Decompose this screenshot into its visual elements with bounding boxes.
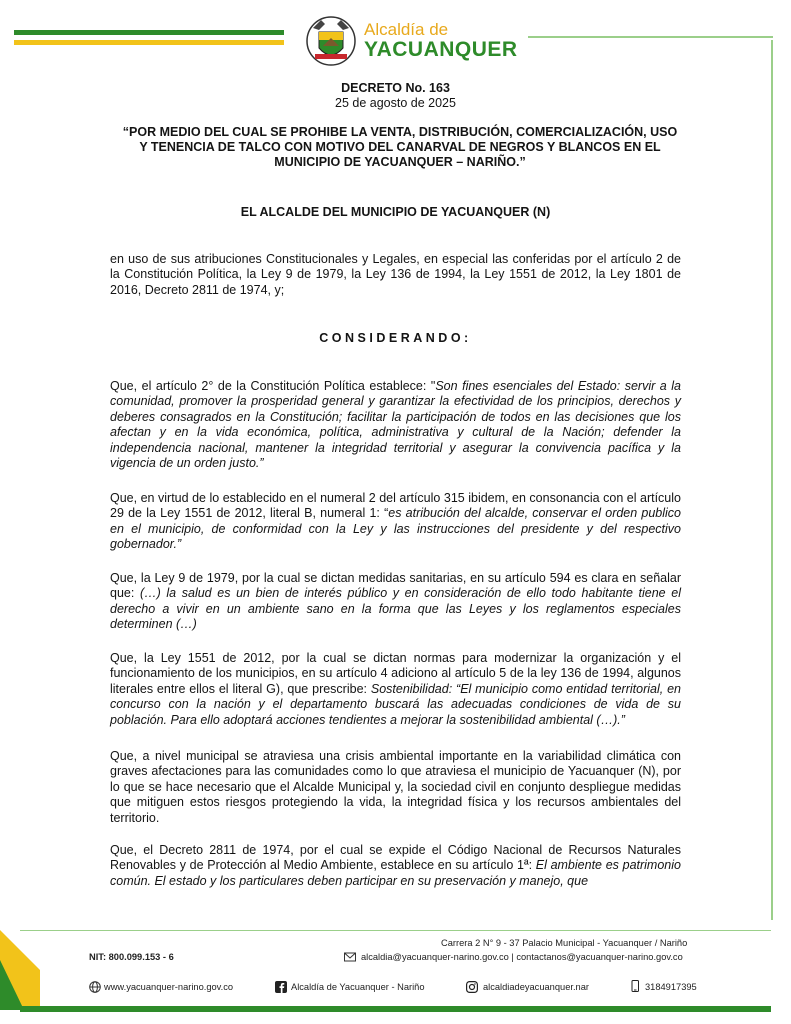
footer-phone[interactable]: 3184917395 <box>645 982 697 992</box>
consideration-paragraph-4 <box>110 651 681 728</box>
footer-address: Carrera 2 N° 9 - 37 Palacio Municipal - Yacuanquer / Nariño <box>441 938 688 948</box>
phone-icon <box>629 980 641 992</box>
paragraph-1-text: Que, el artículo 2° de la Constitución Política establece: " <box>110 379 436 393</box>
facebook-icon <box>275 981 287 993</box>
paragraph-3-text: Que, la Ley 9 de 1979, por la cual se dictan medidas sanitarias, en su artículo 594 es clara en señalar que: <box>110 571 681 601</box>
header-stripe-green <box>14 30 284 35</box>
footer-corner-decoration <box>0 930 40 1010</box>
consideration-paragraph-1 <box>110 379 681 471</box>
consideration-paragraph-2 <box>110 491 681 553</box>
footer-facebook[interactable]: Alcaldía de Yacuanquer - Nariño <box>291 982 425 992</box>
paragraph-4-text: Que, la Ley 1551 de 2012, por la cual se dictan normas para modernizar la organización y el funcionamiento de los municipios, en su artículo 4 adiciono al artículo 5 de la ley 136 de 1994, algunos literales entre ellos el literal G), que prescribe: <box>110 651 681 696</box>
footer-emails[interactable]: alcaldia@yacuanquer-narino.gov.co | contactanos@yacuanquer-narino.gov.co <box>361 952 683 962</box>
footer-top-line <box>20 930 771 931</box>
paragraph-6-text: Que, el Decreto 2811 de 1974, por el cual se expide el Código Nacional de Recursos Naturales Renovables y de Protección al Medio Ambiente, establece en su artículo 1ª: <box>110 843 681 873</box>
consideration-paragraph-5: Que, a nivel municipal se atraviesa una crisis ambiental importante en la variabilidad climática con graves afectaciones para las comunidades como lo que atraviesa el municipio de Yacuanquer (N), por lo que se hace necesario que el Alcalde Municipal y, la sociedad civil en conjunto despliegue medidas que mitiguen estos riesgos protegiendo la vida, la integridad física y los recursos ambientales del territorio. <box>110 749 681 825</box>
paragraph-6-quote: El ambiente es patrimonio común. El estado y los particulares deben participar en su preservación y manejo, que <box>110 858 681 888</box>
decree-title: DECRETO No. 163 <box>341 81 450 95</box>
considerando-heading: CONSIDERANDO: <box>319 331 472 345</box>
footer-website[interactable]: www.yacuanquer-narino.gov.co <box>104 982 234 992</box>
footer-instagram[interactable]: alcaldiadeyacuanquer.nar <box>483 982 589 992</box>
mayor-heading: EL ALCALDE DEL MUNICIPIO DE YACUANQUER (N) <box>240 205 551 219</box>
footer-nit: NIT: 800.099.153 - 6 <box>89 952 174 962</box>
consideration-paragraph-6 <box>110 843 681 889</box>
paragraph-4-quote: Sostenibilidad: “El municipio como entidad territorial, en concurso con la nación y el departamento buscará las adecuadas condiciones de vida de su población. Para ello adoptará acciones tendientes a mejorar la sostenibilidad ambiental (…).” <box>110 681 681 727</box>
paragraph-1-quote: Son fines esenciales del Estado: servir a la comunidad, promover la prosperidad general y garantizar la efectividad de los principios, derechos y deberes consagrados en la Constitución; facilitar la participación de todos en las decisiones que los afectan y en la vida económica, política, administrativa y cultural de la Nación; defender la independencia nacional, mantener la integridad territorial y asegurar la convivencia pacífica y la vigencia de un orden justo.” <box>110 379 682 471</box>
header-stripe-light <box>528 36 773 38</box>
consideration-paragraph-3 <box>110 571 681 633</box>
brand-line-2: YACUANQUER <box>364 38 518 61</box>
decree-date: 25 de agosto de 2025 <box>335 96 456 110</box>
municipal-seal-logo <box>305 14 357 68</box>
instagram-icon <box>466 981 478 993</box>
header-stripe-yellow <box>14 40 284 45</box>
paragraph-3-quote: (…) la salud es un bien de interés público y en consideración de ello todo habitante tiene el derecho a vivir en un ambiente sano en la forma que las Leyes y los reglamentos especiales determinen (…) <box>110 586 681 632</box>
footer-stripe-green <box>20 1006 771 1012</box>
page-frame-line <box>771 40 773 920</box>
paragraph-2-text: Que, en virtud de lo establecido en el numeral 2 del artículo 315 ibidem, en consonancia con el artículo 29 de la Ley 1551 de 2012, literal B, numeral 1: “ <box>110 491 681 521</box>
decree-subject: “POR MEDIO DEL CUAL SE PROHIBE LA VENTA, DISTRIBUCIÓN, COMERCIALIZACIÓN, USO Y TENENCIA DE TALCO CON MOTIVO DEL CANARVAL DE NEGROS Y BLANCOS EN EL MUNICIPIO DE YACUANQUER – NARIÑO.” <box>122 125 678 169</box>
globe-icon <box>89 981 101 993</box>
paragraph-2-quote: es atribución del alcalde, conservar el orden publico en el municipio, de conformidad con la Ley y las instrucciones del presidente y del respectivo gobernador.” <box>110 506 682 552</box>
intro-paragraph: en uso de sus atribuciones Constitucionales y Legales, en especial las conferidas por el artículo 2 de la Constitución Política, la Ley 9 de 1979, la Ley 136 de 1994, la Ley 1551 de 2012, la Ley 1801 de 2016, Decreto 2811 de 1974, y; <box>110 252 681 297</box>
brand-line-1: Alcaldía de <box>364 20 449 39</box>
mail-icon <box>344 951 356 963</box>
